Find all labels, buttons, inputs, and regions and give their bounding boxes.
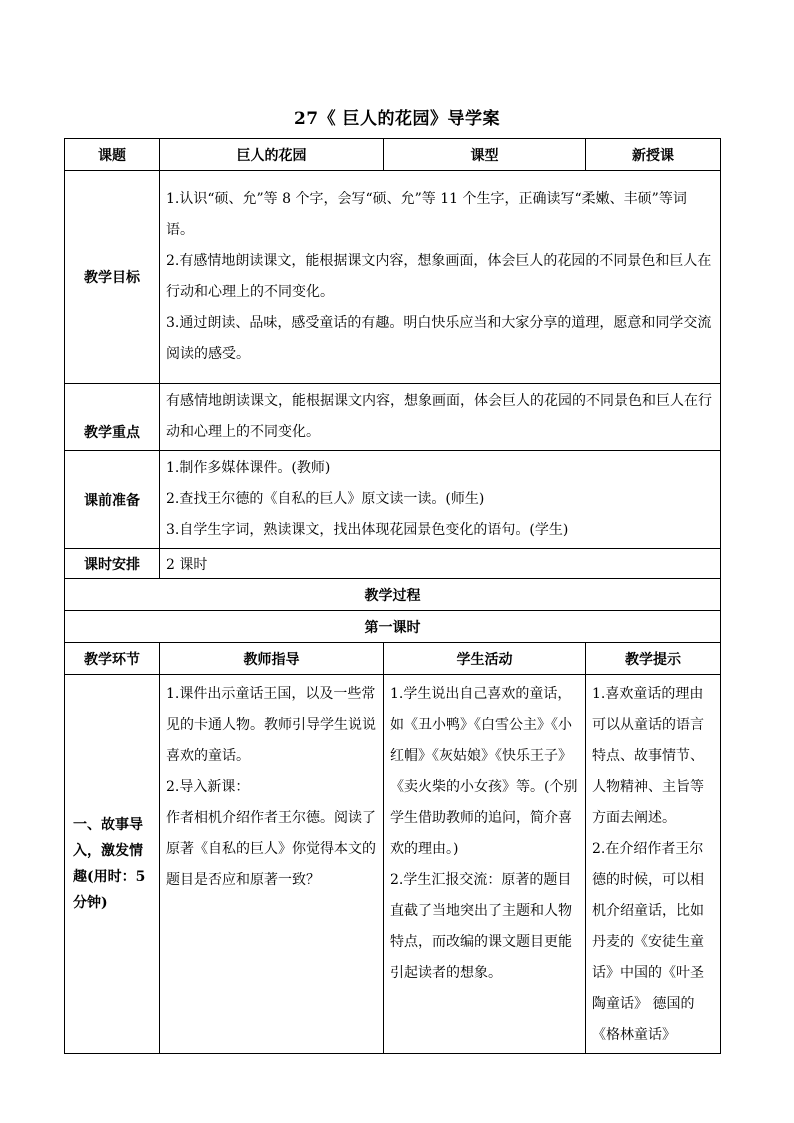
tip-item: 1.喜欢童话的理由可以从童话的语言特点、故事情节、人物精神、主旨等方面去阐述。 — [592, 686, 704, 826]
lesson-plan-table — [64, 138, 721, 1054]
goal-item: 1.认识“硕、允”等 8 个字，会写“硕、允”等 11 个生字，正确读写“柔嫩、丰硕”等词语。 — [166, 191, 687, 238]
column-header: 教学环节 — [65, 643, 160, 675]
goal-item: 3.通过朗读、品味，感受童话的有趣。明白快乐应当和大家分享的道理，愿意和同学交流阅读的感受。 — [166, 315, 712, 362]
prep-label: 课前准备 — [65, 451, 160, 549]
type-label: 课型 — [384, 139, 586, 171]
process-heading: 教学过程 — [65, 579, 721, 611]
focus-content: 有感情地朗读课文，能根据课文内容，想象画面，体会巨人的花园的不同景色和巨人在行动和心理上的不同变化。 — [160, 384, 721, 451]
goals-row — [65, 171, 721, 384]
schedule-label: 课时安排 — [65, 549, 160, 579]
column-header: 教学提示 — [586, 643, 721, 675]
topic-label: 课题 — [65, 139, 160, 171]
teacher-item: 2.导入新课： — [166, 779, 250, 795]
goal-item: 2.有感情地朗读课文，能根据课文内容，想象画面，体会巨人的花园的不同景色和巨人在行动和心理上的不同变化。 — [166, 253, 712, 300]
focus-label: 教学重点 — [65, 384, 160, 451]
teacher-item: 1.课件出示童话王国，以及一些常见的卡通人物。教师引导学生说说 喜欢的童话。 — [166, 686, 376, 764]
teaching-tips — [586, 675, 721, 1054]
stage-name: 一、故事导入，激发情趣(用时：5 分钟) — [65, 675, 160, 1054]
lesson-heading-row — [65, 611, 721, 643]
type-value: 新授课 — [586, 139, 721, 171]
prep-content — [160, 451, 721, 549]
process-heading-row — [65, 579, 721, 611]
prep-item: 1.制作多媒体课件。(教师) — [166, 460, 331, 476]
prep-item: 2.查找王尔德的《自私的巨人》原文读一读。(师生) — [166, 491, 485, 507]
column-header: 学生活动 — [384, 643, 586, 675]
lesson-heading: 第一课时 — [65, 611, 721, 643]
schedule-row — [65, 549, 721, 579]
focus-row — [65, 384, 721, 451]
topic-value: 巨人的花园 — [160, 139, 384, 171]
teacher-guidance — [160, 675, 384, 1054]
student-item: 2.学生汇报交流：原著的题目直截了当地突出了主题和人物特点，而改编的课文题目更能引起读者的想象。 — [390, 872, 572, 981]
header-row — [65, 139, 721, 171]
stage-row — [65, 675, 721, 1054]
prep-row — [65, 451, 721, 549]
tip-item: 2.在介绍作者王尔德的时候，可以相机介绍童话，比如丹麦的《安徒生童话》中国的《叶圣陶童话》 德国的《格林童话》 — [592, 841, 704, 1043]
teacher-item: 作者相机介绍作者王尔德。阅读了原著《自私的巨人》你觉得本文的题目是否应和原著一致？ — [166, 810, 376, 888]
column-header: 教师指导 — [160, 643, 384, 675]
schedule-value: 2 课时 — [160, 549, 721, 579]
document-title: 27《 巨人的花园》导学案 — [293, 109, 501, 129]
student-item: 1.学生说出自己喜欢的童话，如《丑小鸭》《白雪公主》《小红帽》《灰姑娘》《快乐王子》《卖火柴的小女孩》等。(个别学生借助教师的追问，简介喜欢的理由。) — [390, 686, 578, 857]
goals-label: 教学目标 — [65, 171, 160, 384]
prep-item: 3.自学生字词，熟读课文，找出体现花园景色变化的语句。(学生) — [166, 522, 569, 538]
student-activity — [384, 675, 586, 1054]
column-header-row — [65, 643, 721, 675]
goals-content — [160, 171, 721, 384]
